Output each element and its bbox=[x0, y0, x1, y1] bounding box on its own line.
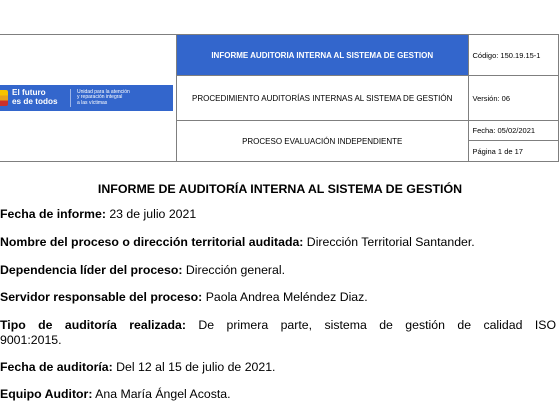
document-code: Código: 150.19.15-1 bbox=[468, 35, 559, 76]
logo-cell bbox=[0, 35, 176, 162]
field-label: Equipo Auditor: bbox=[0, 387, 93, 401]
field-audit-date bbox=[0, 360, 556, 375]
logo-unit-text: Unidad para la atención y reparación integral a las víctimas bbox=[77, 88, 130, 106]
field-label: Fecha de auditoría: bbox=[0, 360, 113, 374]
process-name: PROCESO EVALUACIÓN INDEPENDIENTE bbox=[176, 121, 468, 162]
institution-logo bbox=[0, 85, 173, 111]
logo-brand-text: El futuro es de todos bbox=[12, 88, 58, 106]
field-value: Dirección Territorial Santander. bbox=[303, 235, 475, 249]
document-date: Fecha: 05/02/2021 bbox=[468, 121, 559, 141]
field-value: Ana María Ángel Acosta. bbox=[92, 387, 231, 401]
document-version: Versión: 06 bbox=[468, 76, 559, 121]
document-title: INFORME DE AUDITORÍA INTERNA AL SISTEMA DE GESTIÓN bbox=[97, 182, 463, 196]
field-value: De primera parte, sistema de gestión de calidad ISO bbox=[185, 318, 557, 332]
field-value: Dirección general. bbox=[182, 263, 285, 277]
field-audit-team bbox=[0, 387, 556, 402]
procedure-name: PROCEDIMIENTO AUDITORÍAS INTERNAS AL SISTEMA DE GESTIÓN bbox=[176, 76, 468, 121]
field-label: Dependencia líder del proceso: bbox=[0, 263, 183, 277]
field-audit-type bbox=[0, 318, 556, 347]
field-label: Servidor responsable del proceso: bbox=[0, 290, 203, 304]
page-number: Página 1 de 17 bbox=[468, 141, 559, 162]
field-audited-process bbox=[0, 235, 556, 250]
field-value: Del 12 al 15 de julio de 2021. bbox=[112, 360, 276, 374]
colombia-emblem-icon bbox=[0, 90, 8, 106]
field-label: Fecha de informe: bbox=[0, 207, 106, 221]
field-value: Paola Andrea Meléndez Diaz. bbox=[202, 290, 368, 304]
field-report-date bbox=[0, 207, 556, 222]
field-responsible-official bbox=[0, 290, 556, 305]
logo-divider bbox=[70, 89, 71, 107]
field-label: Nombre del proceso o dirección territorial auditada: bbox=[0, 235, 304, 249]
field-label: Tipo de auditoría realizada: bbox=[0, 318, 186, 332]
field-lead-unit bbox=[0, 263, 556, 278]
audit-type-line2: 9001:2015. bbox=[0, 332, 62, 347]
document-header-table bbox=[0, 34, 559, 162]
audit-type-line1 bbox=[0, 318, 556, 333]
field-value: 23 de julio 2021 bbox=[105, 207, 197, 221]
report-header-title: INFORME AUDITORIA INTERNA AL SISTEMA DE GESTION bbox=[176, 35, 468, 76]
